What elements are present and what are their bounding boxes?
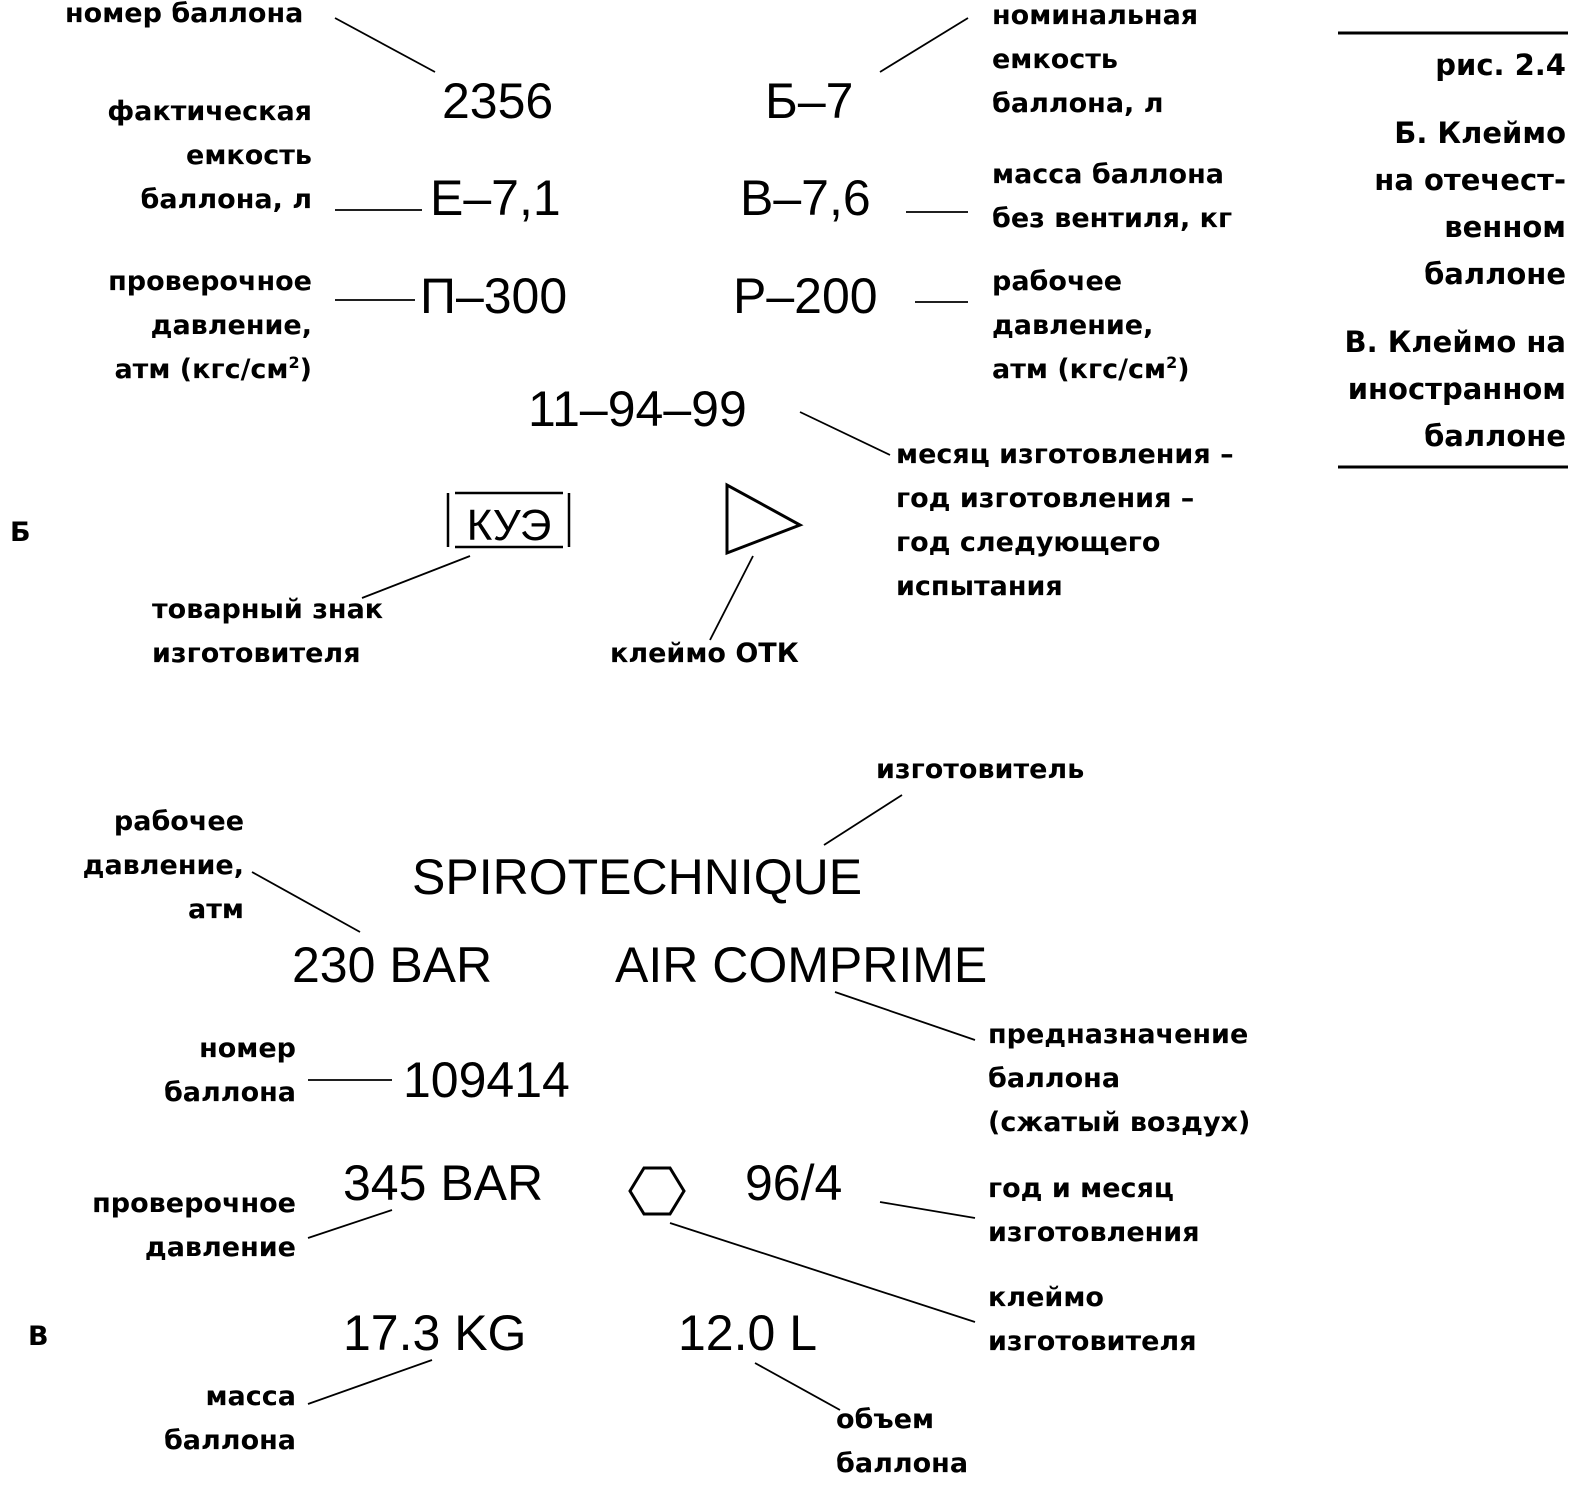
stamp-mass: В–7,6 xyxy=(740,170,871,226)
caption-b-line-1: Б. Клеймо xyxy=(1394,116,1566,150)
caption-v-line-3: баллоне xyxy=(1424,419,1566,453)
leader-cylinder-volume xyxy=(755,1363,840,1410)
label-date-2: год изготовления – xyxy=(896,483,1195,514)
label-actual-capacity-1: фактическая xyxy=(107,96,312,127)
label-trademark-2: изготовителя xyxy=(152,638,361,669)
label-working-pressure-bar-1: рабочее xyxy=(113,806,244,837)
stamp-serial-number: 109414 xyxy=(403,1052,570,1108)
label-purpose-3: (сжатый воздух) xyxy=(988,1107,1251,1138)
section-b-letter: Б xyxy=(10,517,31,548)
label-cylinder-volume-1: объем xyxy=(836,1404,935,1435)
manufacturer-hexagon-mark xyxy=(630,1168,684,1214)
caption-figure-number: рис. 2.4 xyxy=(1435,48,1566,82)
label-purpose-1: предназначение xyxy=(988,1019,1249,1050)
label-working-pressure-sup: 2 xyxy=(1166,353,1178,372)
label-actual-capacity-2: емкость xyxy=(186,140,312,171)
stamp-purpose: AIR COMPRIME xyxy=(615,937,988,993)
leader-date xyxy=(800,412,890,455)
label-mass-2: без вентиля, кг xyxy=(992,203,1233,234)
section-b xyxy=(10,0,1234,669)
label-manufacturer-mark-2: изготовителя xyxy=(988,1326,1197,1357)
label-nominal-capacity-2: емкость xyxy=(992,44,1118,75)
leader-number xyxy=(335,18,435,72)
label-working-pressure-1: рабочее xyxy=(992,266,1123,297)
label-working-pressure-bar-2: давление, xyxy=(82,850,244,881)
leader-nominal xyxy=(880,18,968,72)
stamp-nominal-capacity: Б–7 xyxy=(765,73,854,129)
label-otk: клеймо ОТК xyxy=(610,638,799,669)
label-manufacture-date-2: изготовления xyxy=(988,1217,1200,1248)
figure-caption xyxy=(1338,33,1568,467)
stamp-cylinder-mass: 17.3 KG xyxy=(343,1305,527,1361)
label-manufacture-date-1: год и месяц xyxy=(988,1173,1174,1204)
leader-manufacturer xyxy=(824,795,902,845)
leader-working-pressure-bar xyxy=(252,872,360,932)
label-manufacturer: изготовитель xyxy=(876,754,1085,785)
label-cylinder-mass-1: масса xyxy=(205,1381,296,1412)
label-purpose-2: баллона xyxy=(988,1063,1121,1094)
label-working-pressure-bar-3: атм xyxy=(188,894,244,925)
label-date-4: испытания xyxy=(896,571,1063,602)
label-test-pressure-3 xyxy=(114,353,312,385)
stamp-cylinder-number: 2356 xyxy=(442,73,554,129)
label-working-pressure-2: давление, xyxy=(992,310,1154,341)
leader-purpose xyxy=(835,992,975,1040)
label-test-pressure-bar-1: проверочное xyxy=(92,1188,296,1219)
otk-triangle-mark xyxy=(727,485,800,553)
caption-v-line-2: иностранном xyxy=(1347,372,1566,406)
section-v-letter: В xyxy=(28,1321,49,1352)
stamp-working-pressure: Р–200 xyxy=(733,268,878,324)
leader-otk xyxy=(710,556,753,640)
stamp-working-pressure-bar: 230 BAR xyxy=(292,937,493,993)
label-test-pressure-2: давление, xyxy=(150,310,312,341)
stamp-test-pressure: П–300 xyxy=(420,268,568,324)
label-actual-capacity-3: баллона, л xyxy=(140,184,312,215)
label-test-pressure-unit: атм (кгс/см xyxy=(114,354,289,385)
caption-b-line-3: венном xyxy=(1444,210,1566,244)
caption-b-line-2: на отечест- xyxy=(1374,163,1566,197)
caption-b-line-4: баллоне xyxy=(1424,257,1566,291)
leader-cylinder-mass xyxy=(308,1360,432,1404)
leader-trademark xyxy=(362,556,470,598)
leader-manufacture-date xyxy=(880,1202,975,1218)
label-date-3: год следующего xyxy=(896,527,1161,558)
label-cylinder-mass-2: баллона xyxy=(163,1425,296,1456)
label-test-pressure-sup: 2 xyxy=(288,353,300,372)
stamp-actual-capacity: Е–7,1 xyxy=(430,170,561,226)
label-manufacturer-mark-1: клеймо xyxy=(988,1282,1104,1313)
label-cylinder-volume-2: баллона xyxy=(836,1448,969,1479)
label-cylinder-number: номер баллона xyxy=(65,0,304,29)
leader-test-pressure-bar xyxy=(308,1210,392,1238)
label-working-pressure-close: ) xyxy=(1177,354,1190,385)
trademark-text: КУЭ xyxy=(466,501,552,550)
label-nominal-capacity-1: номинальная xyxy=(992,0,1199,31)
label-serial-number-1: номер xyxy=(199,1033,296,1064)
label-test-pressure-1: проверочное xyxy=(108,266,312,297)
label-nominal-capacity-3: баллона, л xyxy=(992,88,1164,119)
trademark-kue-mark xyxy=(448,493,569,550)
stamp-cylinder-volume: 12.0 L xyxy=(678,1305,818,1361)
label-date-1: месяц изготовления – xyxy=(896,439,1234,470)
caption-v-line-1: В. Клеймо на xyxy=(1344,325,1566,359)
label-working-pressure-3 xyxy=(992,353,1190,385)
label-test-pressure-bar-2: давление xyxy=(144,1232,296,1263)
label-serial-number-2: баллона xyxy=(163,1077,296,1108)
section-v xyxy=(28,754,1250,1479)
stamp-manufacture-date: 96/4 xyxy=(745,1155,843,1211)
stamp-date-codes: 11–94–99 xyxy=(528,381,747,437)
label-mass-1: масса баллона xyxy=(992,159,1224,190)
label-trademark-1: товарный знак xyxy=(152,594,384,625)
stamp-manufacturer: SPIROTECHNIQUE xyxy=(412,849,863,905)
label-test-pressure-close: ) xyxy=(299,354,312,385)
stamp-test-pressure-bar: 345 BAR xyxy=(343,1155,544,1211)
label-working-pressure-unit: атм (кгс/см xyxy=(992,354,1167,385)
